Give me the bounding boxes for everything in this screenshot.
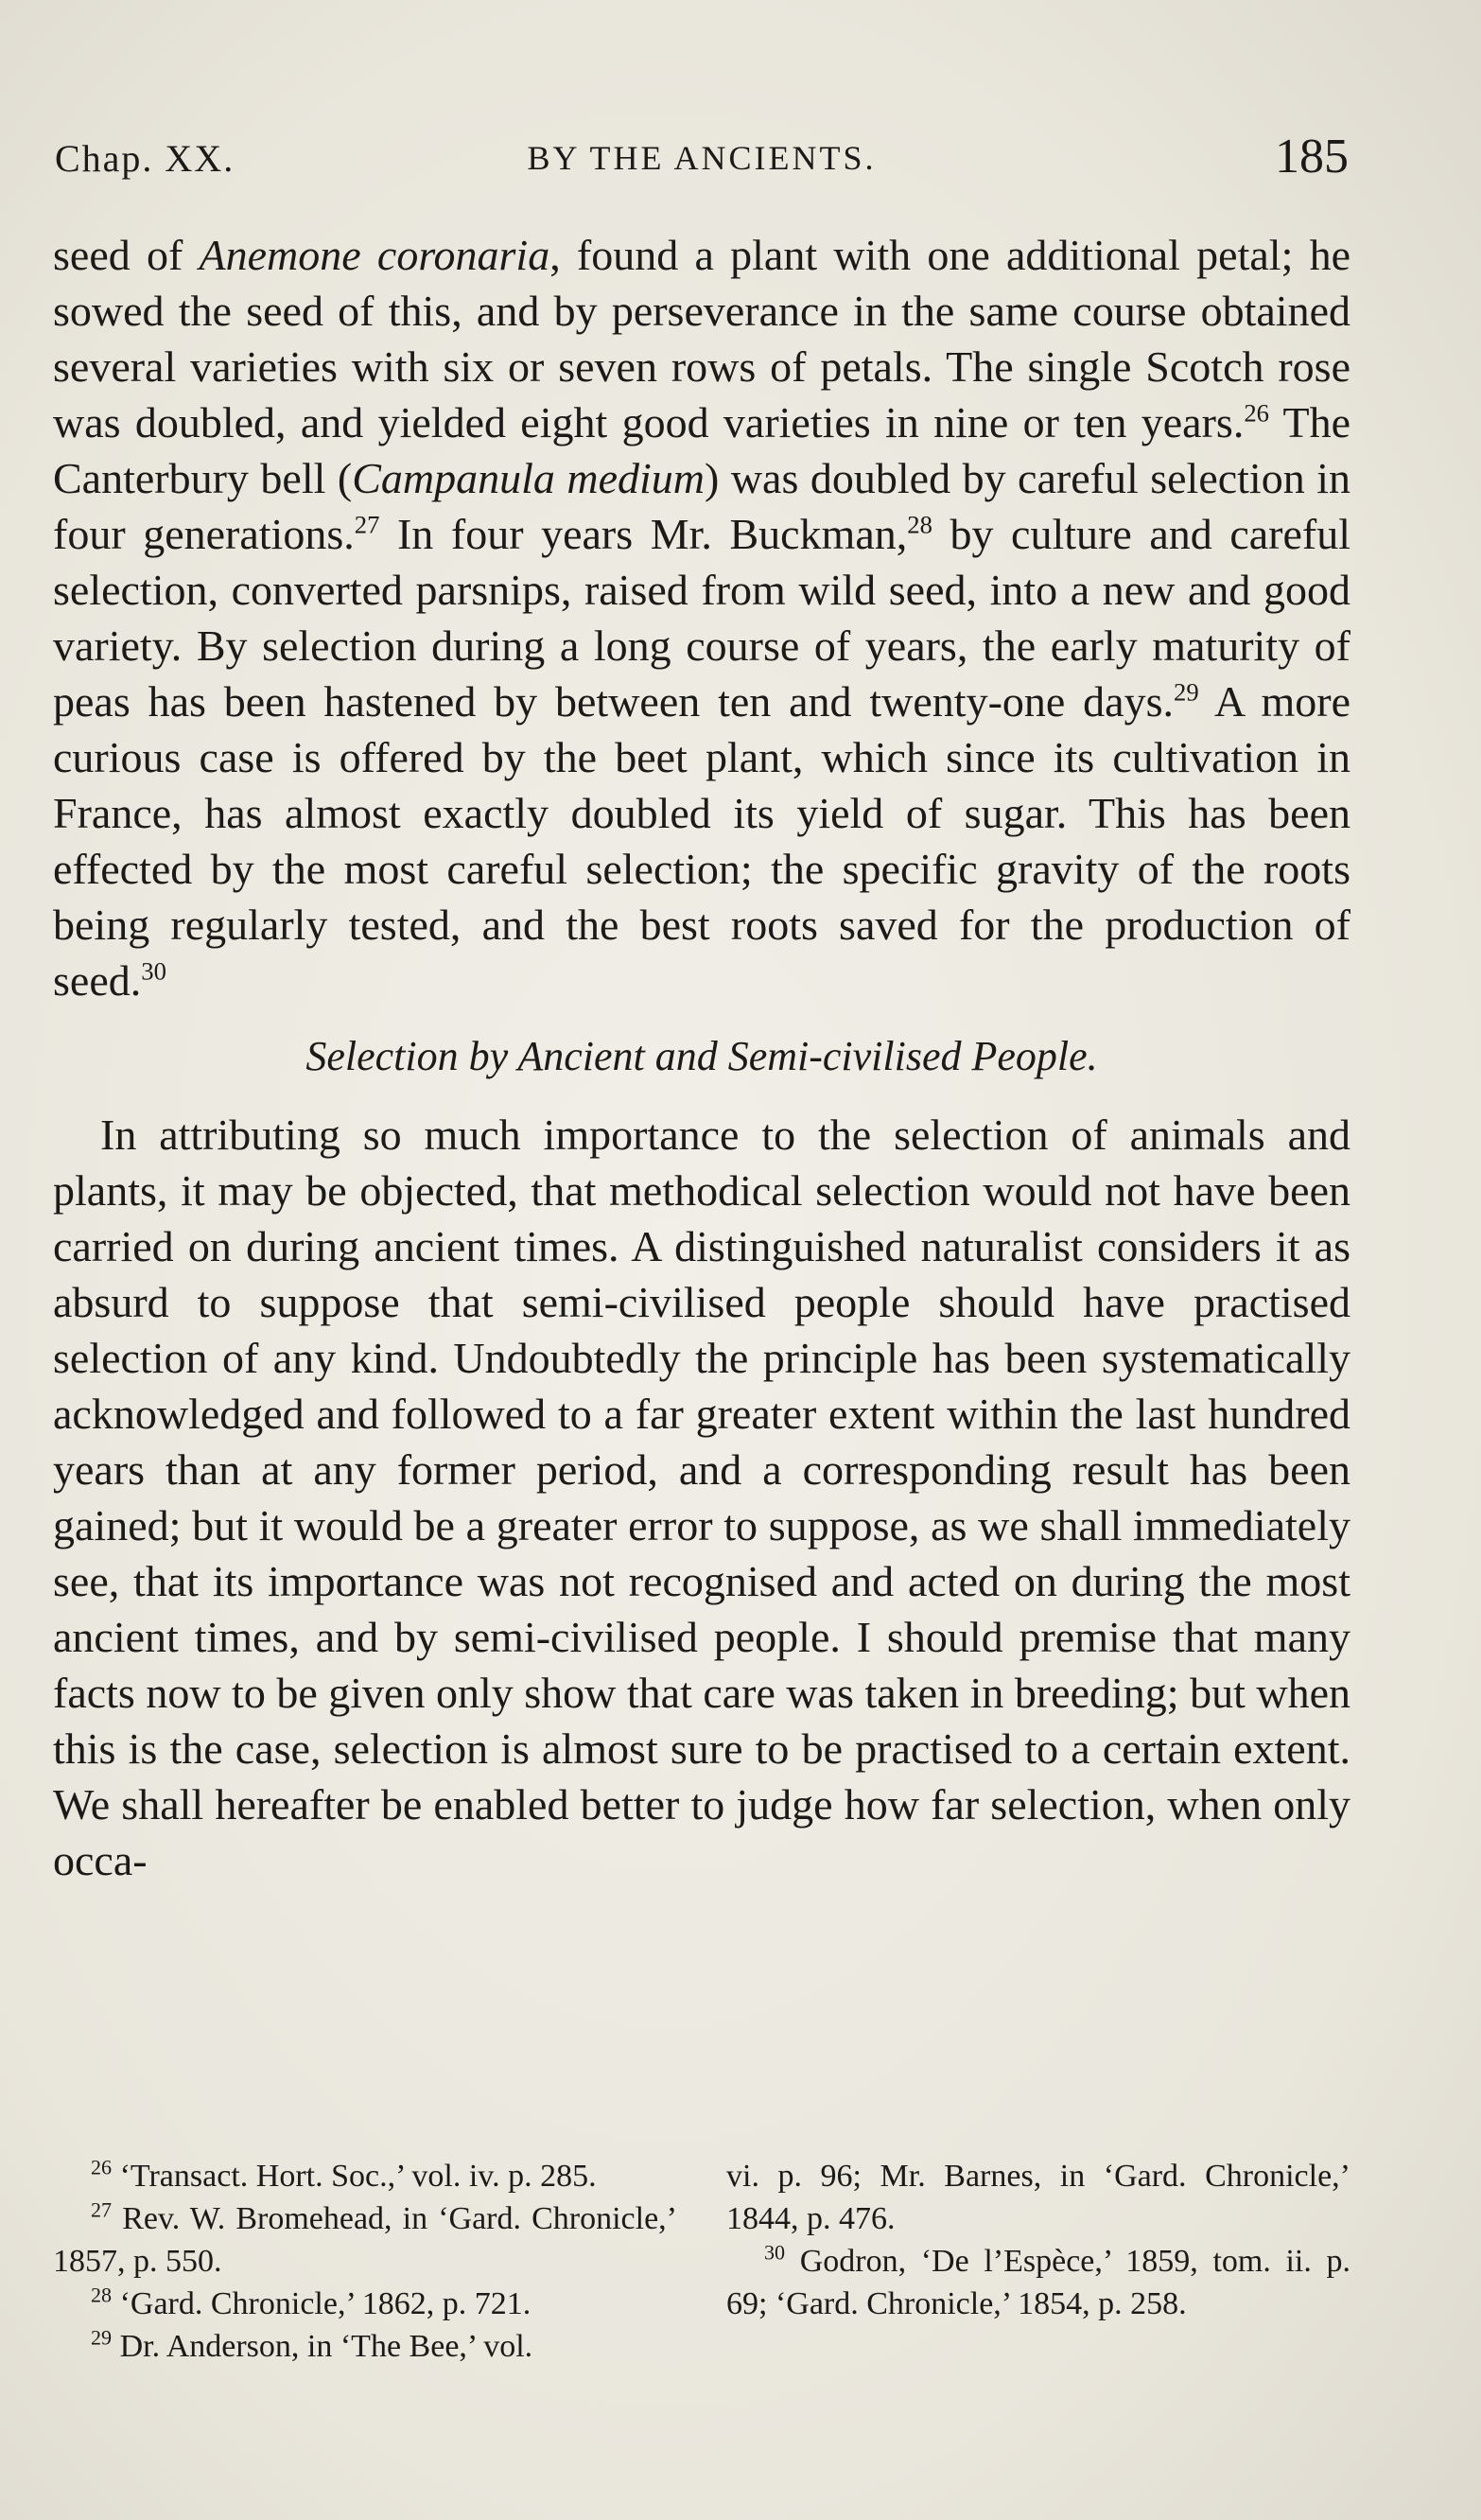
running-title: BY THE ANCIENTS. xyxy=(527,139,877,177)
footnote-number: 28 xyxy=(91,2283,113,2307)
footnote-number: 26 xyxy=(91,2155,113,2179)
footnote-text: Rev. W. Bromehead, in ‘Gard. Chronicle,’ 1857, p. 550. xyxy=(53,2201,677,2279)
footnote-text: Godron, ‘De l’Espèce,’ 1859, tom. ii. p. 69; ‘Gard. Chronicle,’ 1854, p. 258. xyxy=(726,2244,1350,2321)
italic-term: Anemone coronaria xyxy=(199,231,550,279)
page-body xyxy=(53,227,1350,1888)
footnote-ref: 30 xyxy=(141,956,166,986)
text-span: by culture and careful selection, converted parsnips, raised from wild seed, into a new and good variety. By selection during a long course of years, the early maturity of peas has been hastened by between ten and twenty-one days. xyxy=(53,510,1350,726)
text-span: The Canterbury bell ( xyxy=(53,398,1350,502)
footnote-text: Dr. Anderson, in ‘The Bee,’ vol. xyxy=(112,2329,533,2364)
footnote xyxy=(726,2240,1350,2325)
text-span: , found a plant with one additional petal; he sowed the seed of this, and by perseverance in the same course obtained several varieties with six or seven rows of petals. The single Scotch rose was doubled, and yielded eight good varieties in nine or ten years. xyxy=(53,231,1350,446)
page-header xyxy=(55,132,1349,199)
footnote-continuation xyxy=(726,2155,1350,2240)
footnote xyxy=(53,2197,677,2283)
page-number: 185 xyxy=(1275,130,1349,184)
footnote-ref: 29 xyxy=(1173,677,1199,707)
paragraph-1 xyxy=(53,227,1350,1008)
footnote xyxy=(53,2155,677,2197)
footnotes-left-column xyxy=(53,2155,677,2368)
footnotes xyxy=(53,2155,1350,2368)
italic-term: Campanula medium xyxy=(352,454,706,502)
footnotes-right-column xyxy=(726,2155,1350,2368)
chapter-label: Chap. XX. xyxy=(55,137,235,180)
footnote-text: ‘Transact. Hort. Soc.,’ vol. iv. p. 285. xyxy=(112,2159,597,2194)
section-subheading: Selection by Ancient and Semi-civilised People. xyxy=(305,1033,1098,1079)
footnote xyxy=(53,2325,677,2368)
text-span: In four years Mr. Buckman, xyxy=(379,510,908,558)
paragraph-2: In attributing so much importance to the selection of animals and plants, it may be objected, that methodical selection would not have been carried on during ancient times. A distinguished naturalist considers it as absurd to suppose that semi-civilised people should have practised selection of any kind. Undoubtedly the principle has been systematically acknowledged and followed to a far greater extent within the last hundred years than at any former period, and a corresponding result has been gained; but it would be a greater error to suppose, as we shall immediately see, that its importance was not recognised and acted on during the most ancient times, and by semi-civilised people. I should premise that many facts now to be given only show that care was taken in breeding; but when this is the case, selection is almost sure to be practised to a certain extent. We shall hereafter be enabled better to judge how far selection, when only occa- xyxy=(53,1111,1350,1884)
footnote-ref: 28 xyxy=(907,510,932,539)
footnote-text: vi. p. 96; Mr. Barnes, in ‘Gard. Chronicle,’ 1844, p. 476. xyxy=(726,2159,1350,2236)
footnote-ref: 26 xyxy=(1244,398,1269,428)
footnote-ref: 27 xyxy=(354,510,380,539)
footnote-text: ‘Gard. Chronicle,’ 1862, p. 721. xyxy=(112,2286,531,2321)
footnote xyxy=(53,2283,677,2325)
footnote-number: 27 xyxy=(91,2197,113,2222)
text-span: seed of xyxy=(53,231,200,279)
footnote-number: 30 xyxy=(764,2240,786,2265)
text-span: ) was doubled by careful selection in four generations. xyxy=(53,454,1350,558)
text-span: A more curious case is offered by the beet plant, which since its cultivation in France, has almost exactly doubled its yield of sugar. This has been effected by the most careful selection; the specific gravity of the roots being regularly tested, and the best roots saved for the production of seed. xyxy=(53,677,1350,1005)
footnote-number: 29 xyxy=(91,2325,113,2350)
